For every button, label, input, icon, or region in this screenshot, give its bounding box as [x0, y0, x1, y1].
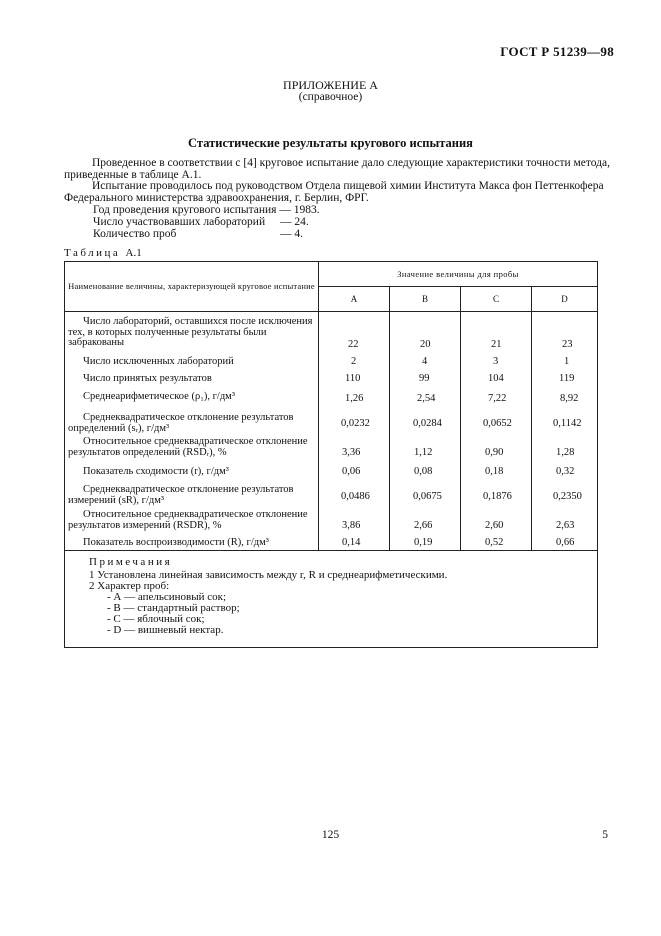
- meta-labs-value: — 24.: [280, 216, 309, 228]
- section-title: Статистические результаты кругового испытания: [188, 136, 473, 150]
- cell-value: 7,22: [488, 393, 507, 404]
- cell-value: 0,32: [556, 466, 575, 477]
- note-item: 1 Установлена линейная зависимость между r, R и среднеарифметическими.: [89, 569, 448, 581]
- cell-value: 3,36: [342, 447, 361, 458]
- paragraph-intro: Проведенное в соответствии с [4] круговое испытание дало следующие характеристики точности метода, приведенные в таблице А.1.: [64, 157, 610, 181]
- cell-value: 0,66: [556, 537, 575, 548]
- cell-value: 0,14: [342, 537, 361, 548]
- meta-samples-label: Количество проб: [93, 228, 177, 240]
- cell-value: 0,52: [485, 537, 504, 548]
- cell-value: 23: [562, 339, 573, 350]
- cell-value: 0,0232: [341, 418, 370, 429]
- appendix-subtitle: (справочное): [298, 91, 363, 103]
- cell-value: 22: [348, 339, 359, 350]
- meta-samples-value: — 4.: [280, 228, 303, 240]
- row-label: Среднеквадратическое отклонение результатов измерений (sR), г/дм³: [68, 484, 294, 506]
- meta-samples: [93, 228, 303, 240]
- cell-value: 1,12: [414, 447, 433, 458]
- column-header-d: D: [532, 287, 598, 312]
- cell-value: 2,60: [485, 520, 504, 531]
- cell-value: 0,1142: [553, 418, 582, 429]
- cell-value: 0,0652: [483, 418, 512, 429]
- cell-value: 0,2350: [553, 491, 582, 502]
- page-number: 125: [321, 829, 340, 841]
- cell-value: 2,66: [414, 520, 433, 531]
- table-caption: [64, 247, 142, 259]
- row-label: Среднеарифметическое (ρ₁), г/дм³: [83, 391, 235, 402]
- note-item: 2 Характер проб:: [89, 580, 170, 592]
- row-label: Число принятых результатов: [83, 373, 212, 384]
- cell-value: 1: [564, 356, 570, 367]
- cell-value: 104: [488, 373, 504, 384]
- row-label: Показатель сходимости (r), г/дм³: [83, 466, 229, 477]
- appendix-title: ПРИЛОЖЕНИЕ А: [283, 78, 378, 92]
- row-label: Относительное среднеквадратическое отклонение результатов измерений (RSDR), %: [68, 509, 308, 531]
- cell-value: 3,86: [342, 520, 361, 531]
- cell-value: 20: [420, 339, 431, 350]
- meta-labs: [93, 216, 309, 228]
- cell-value: 1,28: [556, 447, 575, 458]
- cell-value: 0,0284: [413, 418, 442, 429]
- cell-value: 0,0675: [413, 491, 442, 502]
- note-item: - А — апельсиновый сок;: [107, 591, 227, 603]
- note-item: - В — стандартный раствор;: [107, 602, 240, 614]
- cell-value: 4: [422, 356, 428, 367]
- note-item: - С — яблочный сок;: [107, 613, 205, 625]
- cell-value: 0,90: [485, 447, 504, 458]
- cell-value: 21: [491, 339, 502, 350]
- cell-value: 119: [559, 373, 575, 384]
- column-header-c: C: [461, 287, 532, 312]
- standard-code: ГОСТ Р 51239—98: [500, 44, 614, 59]
- meta-year: [93, 204, 320, 216]
- cell-value: 3: [493, 356, 499, 367]
- note-item: - D — вишневый нектар.: [107, 624, 224, 636]
- cell-value: 110: [345, 373, 361, 384]
- cell-value: 1,26: [345, 393, 364, 404]
- cell-value: 99: [419, 373, 430, 384]
- cell-value: 0,19: [414, 537, 433, 548]
- cell-value: 0,06: [342, 466, 361, 477]
- cell-value: 0,1876: [483, 491, 512, 502]
- sheet-number: 5: [602, 829, 608, 841]
- results-table: [64, 261, 598, 648]
- paragraph-organizer: Испытание проводилось под руководством Отдела пищевой химии Института Макса фон Петтенкофера Федерального министерства здравоохранения, г. Берлин, ФРГ.: [64, 180, 604, 204]
- meta-labs-label: Число участвовавших лабораторий: [93, 216, 266, 228]
- cell-value: 0,18: [485, 466, 504, 477]
- table-caption-number: А.1: [125, 247, 142, 259]
- header-sample-values: Значение величины для пробы: [319, 262, 598, 287]
- cell-value: 2,63: [556, 520, 575, 531]
- cell-value: 2: [351, 356, 357, 367]
- row-label: Число лабораторий, оставшихся после исключения тех, в которых полученные результаты были забракованы: [68, 316, 313, 348]
- column-header-a: A: [319, 287, 390, 312]
- row-label: Число исключенных лабораторий: [83, 356, 234, 367]
- column-header-b: B: [390, 287, 461, 312]
- cell-value: 2,54: [417, 393, 436, 404]
- table-notes: [65, 551, 598, 648]
- meta-year-label: Год проведения кругового испытания — 1983.: [93, 204, 320, 216]
- row-label: Показатель воспроизводимости (R), г/дм³: [83, 537, 269, 548]
- table-caption-word: Таблица: [64, 247, 121, 259]
- cell-value: 0,08: [414, 466, 433, 477]
- table-body: [65, 312, 598, 551]
- row-label: Среднеквадратическое отклонение результатов определений (sᵣ), г/дм³: [68, 412, 294, 434]
- cell-value: 0,0486: [341, 491, 370, 502]
- row-label: Относительное среднеквадратическое отклонение результатов определений (RSDᵣ), %: [68, 436, 308, 458]
- cell-value: 8,92: [560, 393, 579, 404]
- header-quantity-name: Наименование величины, характеризующей круговое испытание: [65, 262, 319, 312]
- notes-title: Примечания: [89, 556, 173, 568]
